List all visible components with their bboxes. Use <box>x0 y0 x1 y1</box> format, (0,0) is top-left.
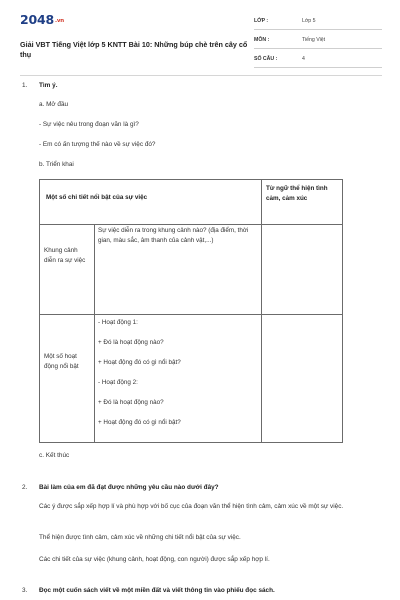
table-row-label: Khung cảnh diễn ra sự việc <box>44 247 86 264</box>
meta-info <box>254 15 382 72</box>
meta-label: SỐ CÂU : <box>254 56 278 62</box>
list-item: - Em có ấn tượng thế nào về sự việc đó? <box>39 141 156 148</box>
question-title: Đọc một cuốn sách viết về một miền đất và viết thông tin vào phiếu đọc sách. <box>39 587 275 594</box>
document-title: Giải VBT Tiếng Việt lớp 5 KNTT Bài 10: Những búp chè trên cây cổ thụ <box>20 40 248 59</box>
idea-table <box>39 179 343 443</box>
list-item: Thể hiện được tình cảm, cảm xúc về những chi tiết nổi bật của sự việc. <box>39 534 241 541</box>
section-label: b. Triển khai <box>39 161 74 168</box>
list-item: - Sự việc nêu trong đoạn văn là gì? <box>39 121 139 128</box>
logo-suffix: .vn <box>55 18 64 24</box>
section-label: a. Mở đầu <box>39 101 69 108</box>
table-line <box>40 224 342 225</box>
meta-row-class <box>254 15 382 30</box>
table-cell: + Hoạt động đó có gì nổi bật? <box>98 359 181 366</box>
table-cell: - Hoạt động 1: <box>98 319 138 326</box>
table-cell: + Đó là hoạt động nào? <box>98 399 164 406</box>
table-line <box>40 314 342 315</box>
meta-label: MÔN : <box>254 37 270 43</box>
meta-value: Lớp 5 <box>302 18 316 24</box>
meta-value: Tiếng Việt <box>302 37 326 43</box>
section-label: c. Kết thúc <box>39 452 70 459</box>
meta-label: LỚP : <box>254 18 269 24</box>
meta-row-subject <box>254 34 382 49</box>
site-logo[interactable] <box>20 12 64 27</box>
header-divider <box>20 75 382 76</box>
question-number: 2. <box>22 484 28 491</box>
table-cell: - Hoạt động 2: <box>98 379 138 386</box>
list-item: Các chi tiết của sự việc (khung cảnh, hoạt động, con người) được sắp xếp hợp lí. <box>39 556 270 563</box>
question-number: 3. <box>22 587 28 594</box>
question-title: Bài làm của em đã đạt được những yêu cầu nào dưới đây? <box>39 484 219 491</box>
meta-value: 4 <box>302 56 305 62</box>
table-row-label: Một số hoạt động nổi bật <box>44 353 79 370</box>
meta-row-count <box>254 53 382 68</box>
question-number: 1. <box>22 82 28 89</box>
table-line <box>94 224 95 443</box>
question-title: Tìm ý. <box>39 82 58 89</box>
table-cell: Sự việc diễn ra trong khung cảnh nào? (địa điểm, thời gian, màu sắc, âm thanh của cảnh vật,...) <box>98 227 249 244</box>
table-cell: + Hoạt động đó có gì nổi bật? <box>98 419 181 426</box>
table-line <box>261 180 262 443</box>
table-header-details: Một số chi tiết nổi bật của sự việc <box>46 194 148 201</box>
logo-text: 2048 <box>20 12 54 27</box>
list-item: Các ý được sắp xếp hợp lí và phù hợp với bố cục của đoạn văn thể hiện tình cảm, cảm xúc về một sự việc. <box>39 503 344 510</box>
table-cell: + Đó là hoạt động nào? <box>98 339 164 346</box>
table-header-emotion: Từ ngữ thể hiện tình cảm, cảm xúc <box>266 185 328 202</box>
page-header <box>20 12 382 70</box>
